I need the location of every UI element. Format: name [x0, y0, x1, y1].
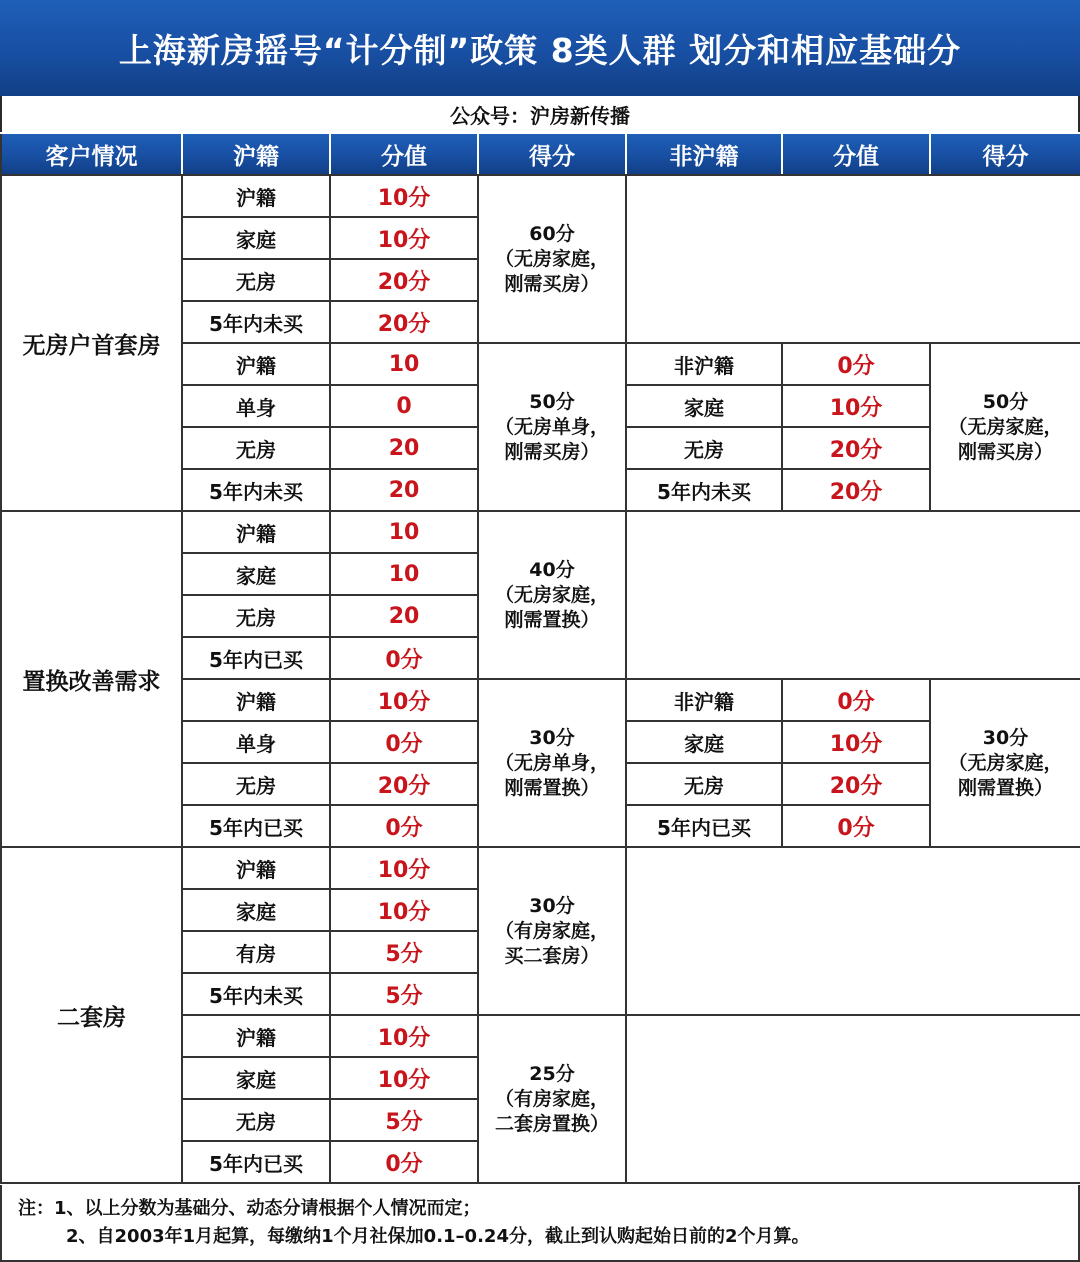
nonlocal-condition-label: 无房 [626, 427, 782, 469]
footnote-1: 注：1、以上分数为基础分、动态分请根据个人情况而定； [18, 1198, 481, 1219]
footnote-2: 2、自2003年1月起算，每缴纳1个月社保加0.1–0.24分，截止到认购起始日前的2个月算。 [66, 1226, 810, 1247]
local-total-cell [478, 847, 626, 1015]
local-total-cell [478, 679, 626, 847]
header-local: 沪籍 [182, 133, 330, 175]
nonlocal-score-value: 20分 [782, 469, 930, 511]
local-condition-label: 5年内已买 [182, 1141, 330, 1183]
local-total-cell-line: （有房家庭， [494, 919, 609, 942]
table-row [1, 511, 1080, 553]
table-header-row [1, 133, 1080, 175]
nonlocal-condition-label: 无房 [626, 763, 782, 805]
table-row [1, 847, 1080, 889]
local-condition-label: 单身 [182, 721, 330, 763]
empty-nonlocal-area [626, 847, 1080, 1015]
header-local-total: 得分 [478, 133, 626, 175]
local-score-value: 5分 [330, 973, 478, 1015]
local-score-value: 0分 [330, 1141, 478, 1183]
local-score-value: 20分 [330, 301, 478, 343]
local-total-cell-line: 60分 [529, 222, 575, 245]
score-table [0, 132, 1080, 1184]
local-condition-label: 沪籍 [182, 1015, 330, 1057]
local-score-value: 10分 [330, 217, 478, 259]
nonlocal-condition-label: 5年内已买 [626, 805, 782, 847]
category-cell: 置换改善需求 [1, 511, 182, 847]
local-total-cell-line: 30分 [529, 894, 575, 917]
local-condition-label: 5年内未买 [182, 469, 330, 511]
table-row [1, 175, 1080, 217]
local-total-cell-line: 刚需置换） [504, 608, 600, 631]
local-score-value: 10分 [330, 679, 478, 721]
local-condition-label: 沪籍 [182, 343, 330, 385]
nonlocal-total-cell-line: 刚需买房） [957, 440, 1053, 463]
local-total-cell-line: 30分 [529, 726, 575, 749]
nonlocal-condition-label: 家庭 [626, 721, 782, 763]
nonlocal-score-value: 20分 [782, 427, 930, 469]
nonlocal-total-cell-line: （无房家庭， [948, 751, 1063, 774]
local-condition-label: 无房 [182, 427, 330, 469]
nonlocal-total-cell-line: 50分 [982, 390, 1029, 413]
local-condition-label: 单身 [182, 385, 330, 427]
nonlocal-total-cell-line: （无房家庭， [948, 415, 1063, 438]
nonlocal-condition-label: 家庭 [626, 385, 782, 427]
local-total-cell-line: （无房单身， [494, 415, 609, 438]
header-customer: 客户情况 [1, 133, 182, 175]
local-total-cell [478, 175, 626, 343]
nonlocal-total-cell-line: 30分 [982, 726, 1029, 749]
nonlocal-total-cell [930, 343, 1080, 511]
local-total-cell-line: 25分 [529, 1062, 575, 1085]
local-score-value: 10分 [330, 847, 478, 889]
local-total-cell [478, 511, 626, 679]
local-total-cell-line: 刚需买房） [504, 272, 600, 295]
local-condition-label: 家庭 [182, 1057, 330, 1099]
local-condition-label: 无房 [182, 595, 330, 637]
local-total-cell-line: （有房家庭， [494, 1087, 609, 1110]
source-line: 公众号：沪房新传播 [0, 96, 1080, 132]
nonlocal-total-cell [930, 679, 1080, 847]
local-total-cell [478, 1015, 626, 1183]
local-total-cell-line: 刚需买房） [504, 440, 600, 463]
nonlocal-score-value: 10分 [782, 721, 930, 763]
local-condition-label: 5年内已买 [182, 805, 330, 847]
local-condition-label: 5年内未买 [182, 301, 330, 343]
header-local-score: 分值 [330, 133, 478, 175]
local-condition-label: 家庭 [182, 553, 330, 595]
nonlocal-score-value: 20分 [782, 763, 930, 805]
local-score-value: 10分 [330, 1057, 478, 1099]
local-score-value: 20分 [330, 763, 478, 805]
local-total-cell-line: 买二套房） [504, 944, 600, 967]
local-condition-label: 沪籍 [182, 679, 330, 721]
local-condition-label: 家庭 [182, 217, 330, 259]
header-nonlocal-total: 得分 [930, 133, 1080, 175]
local-score-value: 10 [330, 511, 478, 553]
local-condition-label: 5年内未买 [182, 973, 330, 1015]
local-condition-label: 无房 [182, 763, 330, 805]
nonlocal-condition-label: 5年内未买 [626, 469, 782, 511]
local-condition-label: 家庭 [182, 889, 330, 931]
local-score-value: 0分 [330, 805, 478, 847]
nonlocal-score-value: 0分 [782, 343, 930, 385]
nonlocal-condition-label: 非沪籍 [626, 679, 782, 721]
empty-nonlocal-area [626, 175, 1080, 343]
nonlocal-score-value: 10分 [782, 385, 930, 427]
local-score-value: 0分 [330, 637, 478, 679]
local-condition-label: 无房 [182, 1099, 330, 1141]
local-condition-label: 沪籍 [182, 511, 330, 553]
local-total-cell-line: （无房家庭， [494, 247, 609, 270]
local-total-cell-line: 40分 [529, 558, 575, 581]
page-title: 上海新房摇号“计分制”政策 8类人群 划分和相应基础分 [118, 30, 962, 70]
local-score-value: 10 [330, 343, 478, 385]
local-condition-label: 无房 [182, 259, 330, 301]
local-total-cell-line: 50分 [529, 390, 575, 413]
local-score-value: 5分 [330, 1099, 478, 1141]
local-score-value: 5分 [330, 931, 478, 973]
nonlocal-condition-label: 非沪籍 [626, 343, 782, 385]
local-score-value: 10分 [330, 175, 478, 217]
table-body [1, 175, 1080, 1183]
header-nonlocal-score: 分值 [782, 133, 930, 175]
local-score-value: 20分 [330, 259, 478, 301]
local-score-value: 10分 [330, 1015, 478, 1057]
local-score-value: 20 [330, 469, 478, 511]
local-condition-label: 有房 [182, 931, 330, 973]
nonlocal-score-value: 0分 [782, 679, 930, 721]
local-score-value: 10分 [330, 889, 478, 931]
empty-nonlocal-area [626, 1015, 1080, 1183]
category-cell: 无房户首套房 [1, 175, 182, 511]
nonlocal-total-cell-line: 刚需置换） [957, 776, 1053, 799]
local-total-cell-line: （无房单身， [494, 751, 609, 774]
footnotes [0, 1185, 1080, 1262]
local-total-cell-line: （无房家庭， [494, 583, 609, 606]
local-condition-label: 沪籍 [182, 175, 330, 217]
local-condition-label: 沪籍 [182, 847, 330, 889]
local-score-value: 10 [330, 553, 478, 595]
local-total-cell [478, 343, 626, 511]
header-nonlocal: 非沪籍 [626, 133, 782, 175]
title-banner [0, 0, 1080, 96]
local-score-value: 0 [330, 385, 478, 427]
local-condition-label: 5年内已买 [182, 637, 330, 679]
local-total-cell-line: 二套房置换） [494, 1112, 609, 1135]
local-score-value: 0分 [330, 721, 478, 763]
local-total-cell-line: 刚需置换） [504, 776, 600, 799]
local-score-value: 20 [330, 595, 478, 637]
empty-nonlocal-area [626, 511, 1080, 679]
nonlocal-score-value: 0分 [782, 805, 930, 847]
local-score-value: 20 [330, 427, 478, 469]
category-cell: 二套房 [1, 847, 182, 1183]
